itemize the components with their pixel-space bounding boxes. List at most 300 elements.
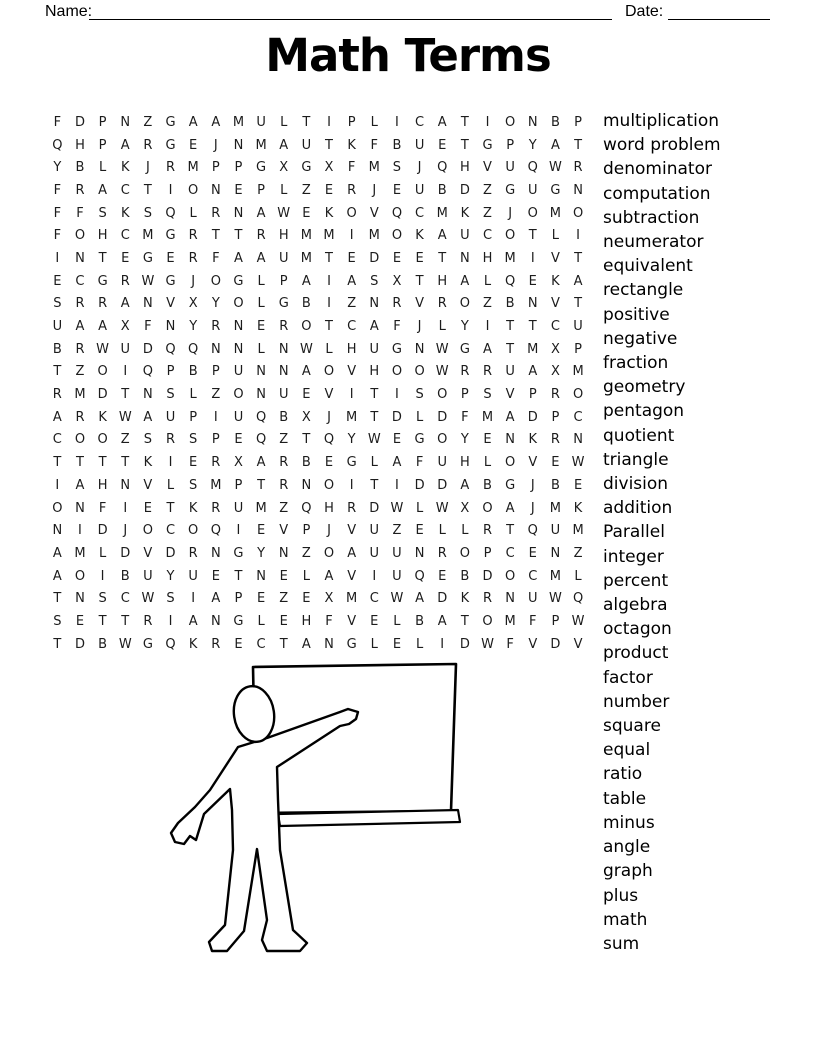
grid-letter-r19c3: D xyxy=(97,523,108,539)
grid-letter-r20c3: L xyxy=(98,545,107,561)
grid-letter-r13c17: S xyxy=(415,387,424,403)
grid-letter-r7c7: R xyxy=(188,250,198,266)
grid-letter-r10c13: T xyxy=(325,319,333,335)
grid-letter-r22c14: M xyxy=(346,591,358,607)
grid-letter-r21c18: E xyxy=(438,568,447,584)
grid-letter-r3c5: J xyxy=(145,160,150,176)
grid-letter-r14c19: F xyxy=(461,409,469,425)
grid-letter-r12c7: B xyxy=(188,364,198,380)
word-list-item: Parallel xyxy=(603,522,665,543)
grid-letter-r20c13: O xyxy=(323,545,335,561)
grid-letter-r19c21: T xyxy=(506,523,515,539)
grid-letter-r6c12: M xyxy=(300,228,312,244)
grid-letter-r19c8: Q xyxy=(210,523,221,539)
grid-letter-r22c12: E xyxy=(302,591,311,607)
grid-letter-r18c10: M xyxy=(255,500,267,516)
grid-letter-r4c23: G xyxy=(550,182,561,198)
grid-letter-r10c20: I xyxy=(485,319,490,335)
grid-letter-r5c21: J xyxy=(508,205,513,221)
word-list-item: positive xyxy=(603,304,670,325)
grid-letter-r15c7: S xyxy=(189,432,198,448)
grid-letter-r5c18: M xyxy=(436,205,448,221)
grid-letter-r1c15: L xyxy=(370,114,378,130)
grid-letter-r8c20: L xyxy=(483,273,492,289)
grid-letter-r20c9: G xyxy=(233,545,244,561)
grid-letter-r15c9: E xyxy=(234,432,243,448)
grid-letter-r10c17: J xyxy=(417,319,422,335)
grid-letter-r11c15: U xyxy=(369,341,380,357)
grid-letter-r16c15: L xyxy=(370,455,378,471)
grid-letter-r14c24: C xyxy=(573,409,583,425)
grid-letter-r12c10: N xyxy=(256,364,266,380)
grid-letter-r2c8: J xyxy=(213,137,218,153)
word-list-item: fraction xyxy=(603,353,669,374)
grid-letter-r22c23: W xyxy=(548,591,562,607)
grid-letter-r24c1: T xyxy=(53,636,62,652)
grid-letter-r22c11: Z xyxy=(279,591,289,607)
grid-letter-r20c19: O xyxy=(459,545,470,561)
grid-letter-r4c22: U xyxy=(528,182,538,198)
grid-letter-r4c1: F xyxy=(53,182,62,198)
grid-letter-r17c20: B xyxy=(483,477,492,493)
grid-letter-r2c6: G xyxy=(165,137,176,153)
grid-letter-r15c19: Y xyxy=(460,432,469,448)
grid-letter-r10c1: U xyxy=(52,319,63,335)
chalk-tray xyxy=(278,810,460,826)
grid-letter-r1c9: M xyxy=(232,114,245,130)
grid-letter-r11c21: T xyxy=(506,341,515,357)
grid-letter-r2c23: A xyxy=(550,137,560,153)
grid-letter-r20c23: N xyxy=(550,545,561,561)
grid-letter-r5c10: A xyxy=(256,205,266,221)
grid-letter-r5c14: O xyxy=(346,205,357,221)
grid-letter-r4c12: Z xyxy=(301,182,311,198)
grid-letter-r23c23: P xyxy=(551,613,560,629)
grid-letter-r5c16: Q xyxy=(391,205,403,221)
grid-letter-r18c14: R xyxy=(347,500,357,516)
grid-letter-r4c5: T xyxy=(143,182,152,198)
grid-letter-r1c6: G xyxy=(165,114,176,130)
grid-letter-r10c21: T xyxy=(506,319,515,335)
grid-letter-r2c15: F xyxy=(370,137,379,153)
grid-letter-r15c20: E xyxy=(483,432,492,448)
grid-letter-r2c9: N xyxy=(233,137,244,153)
grid-letter-r5c8: R xyxy=(211,205,221,221)
grid-letter-r1c8: A xyxy=(211,114,221,130)
grid-letter-r8c11: P xyxy=(279,273,288,289)
grid-letter-r9c10: L xyxy=(257,296,265,312)
grid-letter-r12c11: N xyxy=(278,364,289,380)
grid-letter-r5c22: O xyxy=(527,205,538,221)
grid-letter-r15c15: W xyxy=(367,432,381,448)
grid-letter-r20c12: Z xyxy=(301,545,311,561)
grid-letter-r17c10: T xyxy=(257,477,266,493)
grid-letter-r18c20: O xyxy=(482,500,493,516)
grid-letter-r6c4: C xyxy=(120,228,130,244)
grid-letter-r4c21: G xyxy=(505,182,516,198)
grid-letter-r20c2: M xyxy=(74,545,86,561)
grid-letter-r6c14: I xyxy=(349,228,354,244)
name-blank-line xyxy=(89,0,612,20)
grid-letter-r22c5: W xyxy=(141,591,155,607)
grid-letter-r12c24: M xyxy=(572,364,584,380)
grid-letter-r9c8: Y xyxy=(211,296,220,312)
grid-letter-r16c23: E xyxy=(551,455,560,471)
grid-letter-r18c15: D xyxy=(369,500,380,516)
grid-letter-r21c11: E xyxy=(279,568,288,584)
grid-letter-r1c7: A xyxy=(188,114,198,130)
grid-letter-r14c10: Q xyxy=(255,409,267,425)
grid-letter-r7c16: E xyxy=(392,250,402,266)
grid-letter-r19c4: J xyxy=(123,523,128,539)
grid-letter-r18c19: X xyxy=(460,500,470,516)
grid-letter-r8c5: W xyxy=(141,273,155,289)
grid-letter-r13c21: V xyxy=(505,387,515,403)
grid-letter-r11c9: N xyxy=(233,341,244,357)
grid-letter-r10c3: A xyxy=(98,319,108,335)
grid-letter-r2c19: T xyxy=(460,137,469,153)
grid-letter-r21c13: A xyxy=(324,568,334,584)
grid-letter-r1c13: I xyxy=(327,114,331,130)
word-list-item: square xyxy=(603,716,661,737)
grid-letter-r8c8: O xyxy=(210,273,221,289)
grid-letter-r18c5: E xyxy=(143,500,152,516)
grid-letter-r21c22: C xyxy=(528,568,538,584)
word-list-item: pentagon xyxy=(603,401,685,422)
grid-letter-r24c22: V xyxy=(528,636,538,652)
grid-letter-r8c14: A xyxy=(347,273,357,289)
grid-letter-r15c10: Q xyxy=(255,432,267,448)
grid-letter-r14c6: U xyxy=(165,409,176,425)
grid-letter-r14c21: A xyxy=(505,409,515,425)
grid-letter-r8c17: T xyxy=(415,273,424,289)
grid-letter-r11c16: G xyxy=(391,341,402,357)
grid-letter-r20c17: N xyxy=(414,545,425,561)
grid-letter-r6c1: F xyxy=(53,228,62,244)
grid-letter-r19c13: J xyxy=(327,523,331,539)
grid-letter-r10c24: U xyxy=(573,319,583,335)
grid-letter-r12c6: P xyxy=(166,364,175,380)
grid-letter-r16c2: T xyxy=(75,455,84,471)
grid-letter-r12c19: R xyxy=(460,364,470,380)
grid-letter-r13c23: R xyxy=(550,387,560,403)
grid-letter-r2c1: Q xyxy=(52,137,63,153)
grid-letter-r6c18: A xyxy=(437,228,447,244)
grid-letter-r2c22: Y xyxy=(528,137,537,153)
grid-letter-r20c7: R xyxy=(188,545,198,561)
grid-letter-r22c15: C xyxy=(369,591,379,607)
grid-letter-r1c22: N xyxy=(527,114,538,130)
grid-letter-r5c1: F xyxy=(53,205,62,221)
grid-letter-r1c10: U xyxy=(256,114,266,130)
grid-letter-r22c13: X xyxy=(324,591,334,607)
grid-letter-r17c15: T xyxy=(370,477,379,493)
grid-letter-r12c1: T xyxy=(53,364,62,380)
grid-letter-r3c7: M xyxy=(187,160,199,176)
grid-letter-r17c3: H xyxy=(97,477,108,493)
word-list-item: rectangle xyxy=(603,280,684,301)
grid-letter-r6c8: T xyxy=(211,228,220,244)
grid-letter-r10c14: C xyxy=(347,319,357,335)
grid-letter-r12c21: U xyxy=(505,364,515,380)
grid-letter-r1c3: P xyxy=(98,114,107,130)
grid-letter-r6c10: R xyxy=(256,228,266,244)
grid-letter-r9c17: V xyxy=(415,296,425,312)
grid-letter-r20c5: V xyxy=(143,545,153,561)
word-list-item: equal xyxy=(603,740,651,761)
grid-letter-r23c18: A xyxy=(437,613,447,629)
grid-letter-r23c22: F xyxy=(529,613,537,629)
grid-letter-r13c13: V xyxy=(324,387,334,403)
grid-letter-r12c18: W xyxy=(435,364,449,380)
grid-letter-r4c16: E xyxy=(392,182,402,198)
grid-letter-r19c1: N xyxy=(52,523,63,539)
grid-letter-r1c12: T xyxy=(302,114,311,130)
grid-letter-r21c17: Q xyxy=(414,568,425,584)
grid-letter-r22c16: W xyxy=(390,591,404,607)
grid-letter-r23c12: H xyxy=(301,613,312,629)
grid-letter-r14c4: W xyxy=(118,409,132,425)
grid-letter-r2c11: A xyxy=(279,137,289,153)
grid-letter-r6c3: H xyxy=(97,228,108,244)
grid-letter-r11c23: X xyxy=(550,341,560,357)
grid-letter-r8c21: Q xyxy=(505,273,516,289)
grid-letter-r14c5: A xyxy=(143,409,153,425)
grid-letter-r2c13: T xyxy=(325,137,333,153)
grid-letter-r4c19: D xyxy=(459,182,470,198)
grid-letter-r11c14: H xyxy=(346,341,357,357)
grid-letter-r23c14: V xyxy=(347,613,357,629)
grid-letter-r11c8: N xyxy=(210,341,221,357)
grid-letter-r14c22: D xyxy=(527,409,538,425)
grid-letter-r16c14: G xyxy=(346,455,357,471)
grid-letter-r9c20: Z xyxy=(483,296,492,312)
word-list-item: number xyxy=(603,691,670,712)
grid-letter-r14c8: I xyxy=(213,409,218,425)
grid-letter-r10c15: A xyxy=(369,319,379,335)
grid-letter-r18c6: T xyxy=(166,500,175,516)
grid-letter-r24c19: D xyxy=(459,636,470,652)
grid-letter-r16c9: X xyxy=(233,455,243,471)
grid-letter-r2c2: H xyxy=(75,137,85,153)
grid-letter-r19c17: E xyxy=(415,523,424,539)
grid-letter-r21c20: D xyxy=(482,568,493,584)
grid-letter-r12c15: H xyxy=(369,364,380,380)
word-list-item: algebra xyxy=(603,595,668,616)
grid-letter-r8c19: A xyxy=(460,273,470,289)
grid-letter-r14c1: A xyxy=(52,409,62,425)
grid-letter-r16c7: E xyxy=(189,455,198,471)
grid-letter-r17c14: I xyxy=(349,477,354,493)
grid-letter-r12c20: R xyxy=(482,364,493,380)
grid-letter-r4c11: L xyxy=(280,182,288,198)
grid-letter-r22c10: E xyxy=(256,591,266,607)
grid-letter-r6c11: H xyxy=(278,228,289,244)
grid-letter-r1c2: D xyxy=(74,114,85,130)
grid-letter-r20c15: U xyxy=(369,545,380,561)
grid-letter-r23c13: F xyxy=(325,613,333,629)
grid-letter-r21c8: E xyxy=(211,568,220,584)
word-list-item: denominator xyxy=(603,159,712,180)
grid-letter-r11c24: P xyxy=(574,341,582,357)
grid-letter-r23c6: I xyxy=(168,613,173,629)
grid-letter-r11c10: L xyxy=(257,341,265,357)
grid-letter-r2c16: B xyxy=(392,137,402,153)
grid-letter-r6c2: O xyxy=(74,228,86,244)
grid-letter-r7c12: M xyxy=(300,250,312,266)
grid-letter-r20c1: A xyxy=(52,545,62,561)
grid-letter-r15c23: R xyxy=(550,432,560,448)
grid-letter-r15c11: Z xyxy=(279,432,289,448)
grid-letter-r13c8: Z xyxy=(211,387,221,403)
grid-letter-r14c9: U xyxy=(233,409,244,425)
grid-letter-r22c19: K xyxy=(460,591,470,607)
grid-letter-r11c12: W xyxy=(299,341,313,357)
grid-letter-r17c16: I xyxy=(395,477,399,493)
grid-letter-r5c17: C xyxy=(415,205,425,221)
grid-letter-r21c2: O xyxy=(74,568,86,584)
grid-letter-r10c6: N xyxy=(165,319,176,335)
grid-letter-r15c18: O xyxy=(437,432,448,448)
grid-letter-r11c19: G xyxy=(459,341,470,357)
grid-letter-r23c24: W xyxy=(571,613,585,629)
grid-letter-r19c14: V xyxy=(347,523,357,539)
grid-letter-r11c2: R xyxy=(75,341,85,357)
grid-letter-r10c8: R xyxy=(211,319,221,335)
grid-letter-r8c10: L xyxy=(257,273,265,289)
grid-letter-r8c3: G xyxy=(97,273,108,289)
grid-letter-r19c7: O xyxy=(188,523,199,539)
grid-letter-r6c16: O xyxy=(391,228,403,244)
grid-letter-r8c23: K xyxy=(551,273,560,289)
word-list-item: table xyxy=(603,788,647,809)
grid-letter-r24c4: W xyxy=(118,636,132,652)
grid-letter-r2c10: M xyxy=(255,137,267,153)
grid-letter-r16c19: H xyxy=(459,455,470,471)
grid-letter-r22c20: R xyxy=(482,591,493,607)
grid-letter-r4c15: J xyxy=(372,182,377,198)
grid-letter-r15c22: K xyxy=(528,432,538,448)
grid-letter-r21c14: V xyxy=(347,568,357,584)
grid-letter-r16c18: U xyxy=(437,455,447,471)
grid-letter-r14c3: K xyxy=(98,409,107,425)
grid-letter-r1c19: T xyxy=(460,114,469,130)
grid-letter-r9c15: N xyxy=(369,296,380,312)
word-list-item: division xyxy=(603,474,669,495)
grid-letter-r21c24: L xyxy=(574,568,582,584)
grid-letter-r24c23: D xyxy=(550,636,561,652)
grid-letter-r1c14: P xyxy=(347,114,356,130)
grid-letter-r19c6: C xyxy=(165,523,176,539)
grid-letter-r10c22: T xyxy=(528,319,537,335)
grid-letter-r13c3: D xyxy=(97,387,108,403)
grid-letter-r9c19: O xyxy=(459,296,470,312)
grid-letter-r3c4: K xyxy=(120,160,130,176)
grid-letter-r6c24: I xyxy=(576,228,580,244)
grid-letter-r15c13: Q xyxy=(323,432,335,448)
grid-letter-r10c18: L xyxy=(438,319,446,335)
grid-letter-r3c13: X xyxy=(324,160,334,176)
word-list xyxy=(603,109,721,956)
grid-letter-r13c15: T xyxy=(370,387,379,403)
word-list-item: product xyxy=(603,643,669,664)
grid-letter-r15c3: O xyxy=(97,432,108,448)
grid-letter-r22c24: Q xyxy=(572,591,584,607)
word-list-item: subtraction xyxy=(603,207,700,228)
word-list-item: integer xyxy=(603,546,664,567)
grid-letter-r6c6: G xyxy=(165,228,176,244)
grid-letter-r9c13: I xyxy=(327,296,331,312)
grid-letter-r15c1: C xyxy=(52,432,62,448)
grid-letter-r11c5: D xyxy=(142,341,153,357)
grid-letter-r23c5: R xyxy=(143,613,153,629)
word-list-item: ratio xyxy=(603,764,643,785)
grid-letter-r5c13: K xyxy=(324,205,334,221)
word-list-item: word problem xyxy=(603,135,721,156)
grid-letter-r10c5: F xyxy=(144,319,152,335)
grid-letter-r14c20: M xyxy=(481,409,494,425)
grid-letter-r7c24: T xyxy=(574,250,583,266)
grid-letter-r24c20: W xyxy=(481,636,494,652)
grid-letter-r13c18: O xyxy=(437,387,448,403)
word-list-item: plus xyxy=(603,885,639,906)
grid-letter-r20c11: N xyxy=(278,545,289,561)
grid-letter-r22c8: A xyxy=(211,591,221,607)
grid-letter-r7c13: T xyxy=(325,250,333,266)
grid-letter-r7c10: A xyxy=(256,250,266,266)
grid-letter-r23c2: E xyxy=(75,613,85,629)
grid-letter-r12c5: Q xyxy=(142,364,153,380)
grid-letter-r9c6: V xyxy=(166,296,175,312)
grid-letter-r13c19: P xyxy=(460,387,469,403)
grid-letter-r21c5: U xyxy=(143,568,153,584)
grid-letter-r11c11: N xyxy=(278,341,289,357)
grid-letter-r23c21: M xyxy=(504,613,516,629)
grid-letter-r8c16: X xyxy=(392,273,402,289)
grid-letter-r2c5: R xyxy=(143,137,153,153)
grid-letter-r19c10: E xyxy=(256,523,266,539)
grid-letter-r22c3: S xyxy=(98,591,107,607)
grid-letter-r18c11: Z xyxy=(279,500,289,516)
grid-letter-r20c21: C xyxy=(505,545,515,561)
grid-letter-r9c22: N xyxy=(527,296,538,312)
grid-letter-r16c13: E xyxy=(324,455,334,471)
grid-letter-r17c23: B xyxy=(550,477,560,493)
grid-letter-r15c4: Z xyxy=(120,432,130,448)
grid-letter-r14c7: P xyxy=(189,409,198,425)
grid-letter-r13c11: U xyxy=(278,387,289,403)
word-search-grid xyxy=(46,111,589,656)
grid-letter-r23c8: N xyxy=(210,613,221,629)
grid-letter-r7c14: E xyxy=(347,250,356,266)
grid-letter-r17c18: D xyxy=(437,477,448,493)
grid-letter-r11c20: A xyxy=(483,341,492,357)
grid-letter-r21c6: Y xyxy=(166,568,175,584)
grid-letter-r19c15: U xyxy=(369,523,380,539)
grid-letter-r14c12: X xyxy=(301,409,311,425)
word-list-item: computation xyxy=(603,183,711,204)
grid-letter-r20c16: U xyxy=(392,545,402,561)
grid-letter-r5c24: O xyxy=(572,205,584,221)
grid-letter-r9c2: R xyxy=(75,296,85,312)
grid-letter-r18c17: L xyxy=(415,500,424,516)
grid-letter-r23c17: B xyxy=(415,613,425,629)
grid-letter-r2c4: A xyxy=(120,137,130,153)
grid-letter-r5c7: L xyxy=(189,205,197,221)
grid-letter-r20c4: D xyxy=(120,545,131,561)
grid-letter-r21c10: N xyxy=(256,568,266,584)
grid-letter-r3c12: G xyxy=(301,160,312,176)
